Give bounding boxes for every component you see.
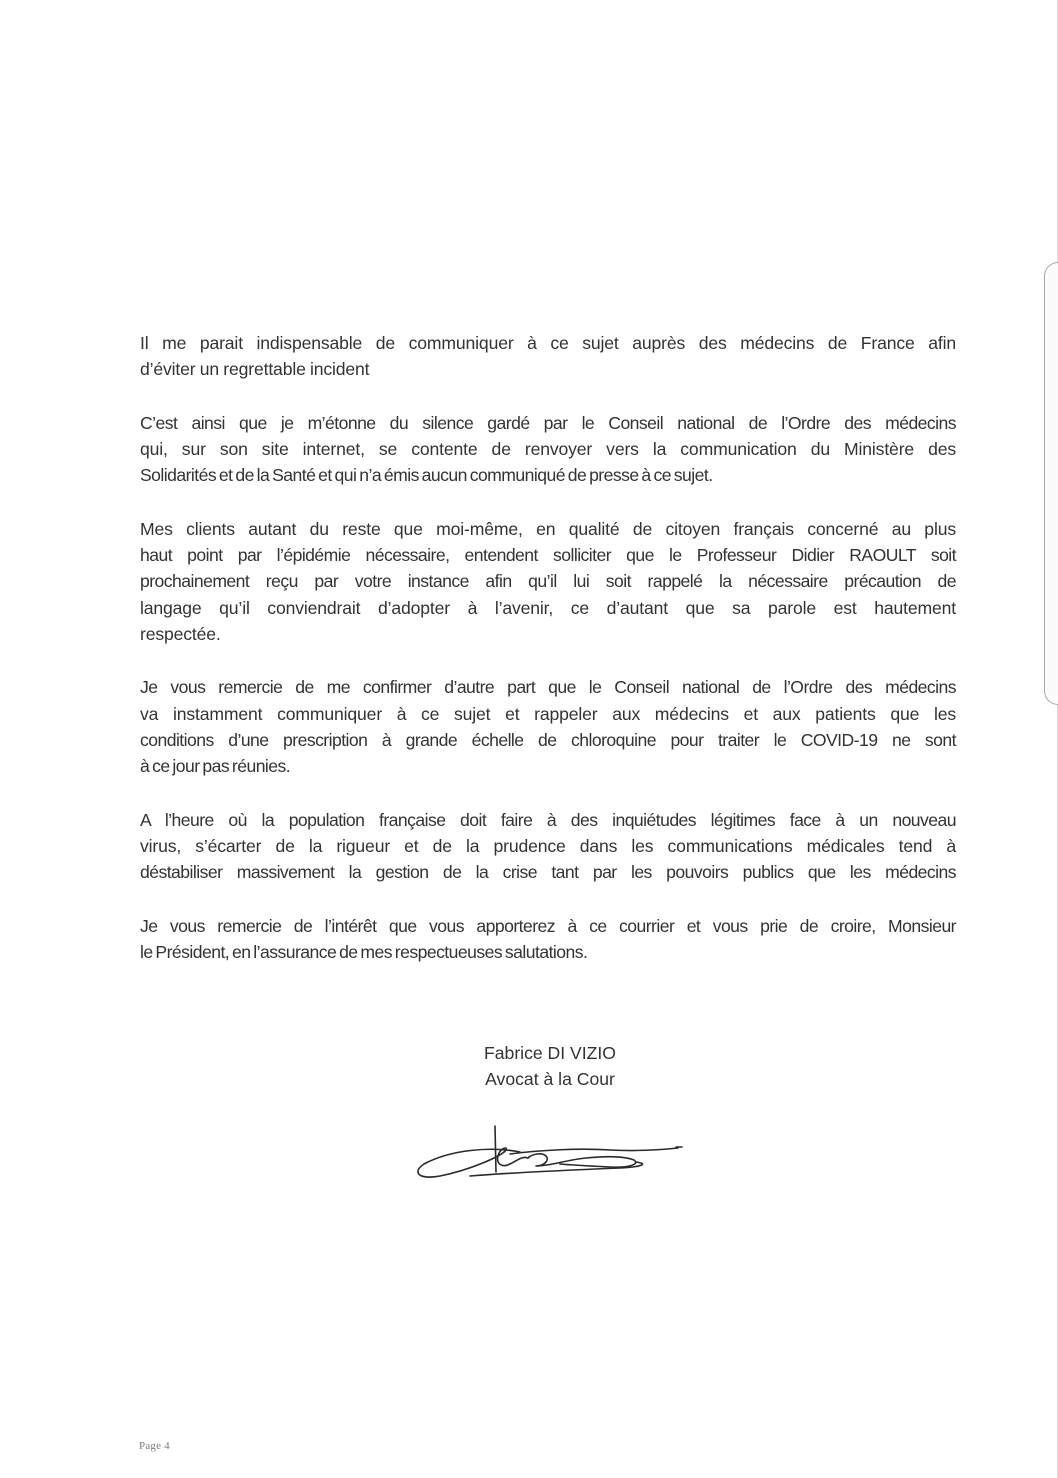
text-line: qui, sur son site internet, se contente de renvoyer vers la communication du Ministère des [140,438,956,459]
text-line: virus, s’écarter de la rigueur et de la prudence dans les communications médicales tend à [140,836,956,857]
text-line: à ce jour pas réunies. [140,756,291,777]
text-line: le Président, en l’assurance de mes respectueuses salutations. [140,942,588,963]
scrollbar-thumb[interactable] [1044,262,1058,705]
text-line: Je vous remercie de l’intérêt que vous apporterez à ce courrier et vous prie de croire, Monsieur [140,915,956,936]
text-line: respectée. [140,624,221,645]
text-line: Il me parait indispensable de communiquer à ce sujet auprès des médecins de France afin [140,333,956,353]
paragraph [140,330,956,383]
text-line: conditions d’une prescription à grande échelle de chloroquine pour traiter le COVID-19 ne sont [140,730,956,751]
paragraph [140,674,956,780]
page-number: Page 4 [139,1440,170,1452]
text-line: déstabiliser massivement la gestion de la crise tant par les pouvoirs publics que les médecins [140,862,956,883]
text-line: d’éviter un regrettable incident [140,359,370,380]
text-line: va instamment communiquer à ce sujet et rappeler aux médecins et aux patients que les [140,703,956,724]
text-line: A l’heure où la population française doit faire à des inquiétudes légitimes face à un nouveau [140,809,956,830]
text-line: haut point par l’épidémie nécessaire, entendent solliciter que le Professeur Didier RAOULT soit [140,544,956,565]
text-line: prochainement reçu par votre instance afin qu’il lui soit rappelé la nécessaire précaution de [140,571,956,592]
paragraph [140,516,956,648]
text-line: Solidarités et de la Santé et qui n’a émis aucun communiqué de presse à ce sujet. [140,465,713,486]
signatory-name: Fabrice DI VIZIO [484,1043,616,1063]
handwritten-signature [410,1120,690,1190]
text-line: langage qu’il conviendrait d’adopter à l’avenir, ce d’autant que sa parole est hautement [140,597,956,618]
text-line: Je vous remercie de me confirmer d’autre part que le Conseil national de l’Ordre des médecins [140,677,956,698]
paragraph [140,410,956,489]
text-line: Mes clients autant du reste que moi-même, en qualité de citoyen français concerné au plus [140,518,956,539]
signatory-title: Avocat à la Cour [485,1069,615,1089]
letter-body [140,330,956,992]
signature-block [400,1040,700,1092]
paragraph [140,913,956,966]
paragraph [140,807,956,886]
text-line: C’est ainsi que je m’étonne du silence gardé par le Conseil national de l’Ordre des médecins [140,412,956,433]
